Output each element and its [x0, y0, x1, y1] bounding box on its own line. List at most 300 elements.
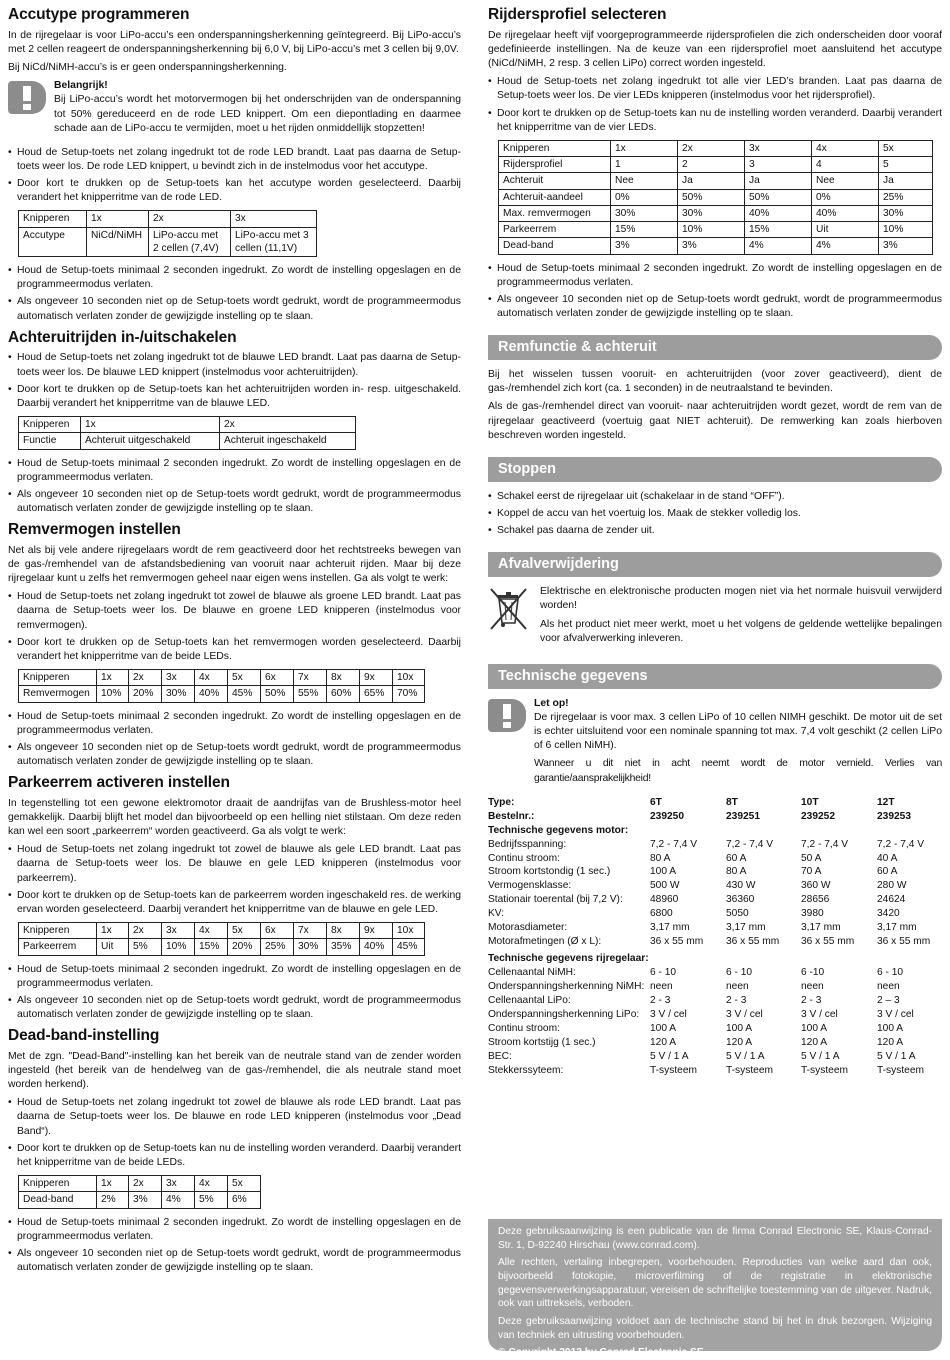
right-column: [488, 6, 942, 1078]
table-cell: 10x: [393, 923, 425, 939]
spec-value: 60 A: [877, 866, 898, 878]
spec-row: [488, 980, 942, 994]
table-cell: 9x: [360, 670, 393, 686]
list-item: • Houd de Setup-toets net zolang ingedrukt tot zowel de blauwe als groene LED brandt. Laat pas daarna de Setup-toets weer los. De blauwe en groene LED knipperen (instelmodus voor remvermogen).: [8, 590, 461, 632]
heading-accutype: Accutype programmeren: [8, 6, 190, 23]
table-cell: 5%: [195, 1192, 228, 1208]
spec-value: 6 - 10: [726, 967, 753, 979]
remvermogen-table: [18, 669, 425, 703]
table-cell: 1x: [97, 923, 129, 939]
spec-value: 2 – 3: [877, 995, 900, 1007]
table-cell: 3%: [678, 238, 745, 254]
spec-value: 120 A: [801, 1037, 828, 1049]
list-item: • Houd de Setup-toets net zolang ingedrukt tot de blauwe LED brandt. Laat pas daarna de Setup-toets weer los. De blauwe LED knippert (instelmodus voor achteruitrijden).: [8, 351, 461, 379]
table-cell: 9x: [360, 923, 393, 939]
table-cell: Uit: [97, 939, 129, 955]
list-item: • Houd de Setup-toets net zolang ingedrukt tot zowel de blauwe als rode LED brandt. Laat pas daarna de Setup-toets weer los. De blauwe en rode LED knipperen (instelmodus voor „Dead Band“).: [8, 1096, 461, 1138]
spec-value: 36 x 55 mm: [801, 936, 855, 948]
section-bar-technische: Technische gegevens: [488, 664, 942, 689]
table-cell: 8x: [327, 923, 360, 939]
table-row: [499, 189, 933, 205]
table-cell: 5x: [228, 670, 261, 686]
spec-value: neen: [650, 981, 673, 993]
table-cell: 6x: [261, 670, 294, 686]
table-row: [19, 433, 356, 449]
table-row: [19, 211, 317, 227]
table-cell: 7x: [294, 670, 327, 686]
table-cell: 1x: [81, 417, 220, 433]
paragraph: Als de gas-/remhendel direct van vooruit- naar achteruitrijden wordt gezet, wordt de rem van de rijregelaar geactiveerd (voertuig gaat NIET achteruit). De remwerking kan zoals hierboven beschreven worden ingesteld.: [488, 401, 942, 441]
table-cell: Nee: [812, 173, 879, 189]
list-item: • Houd de Setup-toets minimaal 2 seconden ingedrukt. Zo wordt de instelling opgeslagen en de programmeermodus verlaten.: [8, 1216, 461, 1244]
table-row: [19, 1176, 261, 1192]
spec-label: BEC:: [488, 1051, 512, 1063]
table-cell: 30%: [879, 205, 933, 221]
spec-value: 239253: [877, 810, 911, 822]
list-item: • Houd de Setup-toets minimaal 2 seconden ingedrukt. Zo wordt de instelling opgeslagen en de programmeermodus verlaten.: [8, 710, 461, 738]
spec-value: 7,2 - 7,4 V: [877, 838, 925, 850]
list-item: • Houd de Setup-toets minimaal 2 seconden ingedrukt. Zo wordt de instelling opgeslagen en de programmeermodus verlaten.: [8, 457, 461, 485]
spec-row: [488, 966, 942, 980]
spec-value: 3 V / cel: [801, 1009, 838, 1021]
spec-value: 100 A: [650, 1023, 677, 1035]
spec-value: 80 A: [726, 866, 747, 878]
deadband-table: [18, 1175, 261, 1209]
specs-regelaar-title: Technische gegevens rijregelaar:: [488, 953, 649, 965]
table-cell: LiPo-accu met 3 cellen (11,1V): [231, 227, 317, 257]
section-bar-stoppen: Stoppen: [488, 457, 942, 482]
spec-row: [488, 935, 942, 949]
left-column: [8, 6, 461, 1280]
table-cell: 4x: [195, 1176, 228, 1192]
table-cell: 10%: [162, 939, 195, 955]
warning-text-2: Wanneer u dit niet in acht neemt wordt de motor vernield. Verlies van garantie/aansprakelijkheid!: [534, 758, 942, 784]
table-cell: 40%: [195, 686, 228, 702]
table-cell: Functie: [19, 433, 81, 449]
table-row: [499, 205, 933, 221]
list-item: • Schakel pas daarna de zender uit.: [488, 524, 942, 538]
table-row: [19, 686, 425, 702]
spec-label: Onderspanningsherkenning NiMH:: [488, 981, 645, 993]
table-cell: Parkeerrem: [19, 939, 97, 955]
list-item: • Als ongeveer 10 seconden niet op de Setup-toets wordt gedrukt, wordt de programmeermodus automatisch verlaten zonder de gewijzigde instelling op te slaan.: [8, 1247, 461, 1275]
table-cell: Knipperen: [19, 670, 97, 686]
table-cell: Ja: [678, 173, 745, 189]
spec-value: 36360: [726, 894, 755, 906]
table-cell: 3x: [162, 1176, 195, 1192]
table-cell: 10%: [678, 222, 745, 238]
specs-motor-title: Technische gegevens motor:: [488, 824, 629, 836]
spec-value: 239251: [726, 810, 760, 822]
table-cell: 30%: [162, 686, 195, 702]
table-cell: 3x: [745, 140, 812, 156]
bullet-list: [8, 1096, 461, 1170]
spec-label: Stekkerssyteem:: [488, 1065, 564, 1077]
list-item: • Houd de Setup-toets minimaal 2 seconden ingedrukt. Zo wordt de instelling opgeslagen en de programmeermodus verlaten.: [8, 963, 461, 991]
footer-box: [488, 1219, 942, 1359]
bullet-list: [8, 264, 461, 324]
footer-state: Deze gebruiksaanwijzing voldoet aan de technische stand bij het in druk bezorgen. Wijziging van techniek en uitrusting voorbehouden.: [498, 1316, 932, 1341]
table-cell: Dead-band: [19, 1192, 97, 1208]
spec-row: [488, 865, 942, 879]
table-row: [19, 227, 317, 257]
table-cell: Rijdersprofiel: [499, 157, 611, 173]
list-item: • Houd de Setup-toets minimaal 2 seconden ingedrukt. Zo wordt de instelling opgeslagen en de programmeermodus verlaten.: [488, 262, 942, 290]
spec-row: [488, 907, 942, 921]
table-cell: 50%: [745, 189, 812, 205]
table-cell: 3x: [162, 923, 195, 939]
paragraph: Elektrische en elektronische producten mogen niet via het normale huisvuil verwijderd worden!: [540, 586, 942, 612]
rijdersprofiel-table: [498, 140, 933, 255]
table-cell: 15%: [611, 222, 678, 238]
spec-value: 239252: [801, 810, 835, 822]
spec-label: Vermogensklasse:: [488, 880, 572, 892]
table-cell: 2%: [97, 1192, 129, 1208]
table-cell: LiPo-accu met 2 cellen (7,4V): [149, 227, 231, 257]
spec-value: 40 A: [877, 852, 898, 864]
table-cell: 2: [678, 157, 745, 173]
spec-value: 50 A: [801, 852, 822, 864]
table-row: [19, 670, 425, 686]
spec-value: 3,17 mm: [650, 922, 690, 934]
table-cell: Achteruit-aandeel: [499, 189, 611, 205]
footer-rights: Alle rechten, vertaling inbegrepen, voorbehouden. Reproducties van welke aard dan ook, bijvoorbeeld fotokopie, microverfilming of de registratie in elektronische gegevensverwerkingsapparatuur, vereisen de schriftelijke toestemming van de uitgever. Nadruk, ook van uittreksels, verboden.: [498, 1257, 932, 1310]
table-cell: 3x: [162, 670, 195, 686]
list-item: • Houd de Setup-toets net zolang ingedrukt tot de rode LED brandt. Laat pas daarna de Setup-toets weer los. De rode LED knippert, u bevindt zich in de instelmodus voor het accutype.: [8, 146, 461, 174]
table-cell: 4x: [812, 140, 879, 156]
warning-text: Bij LiPo-accu’s wordt het motorvermogen bij het onderschrijden van de onderspanning tot 50% gereduceerd en de rode LED knippert. Om een diepontlading en daarmee schade aan de LiPo-accu te vermijden, moet u het rijden onmiddellijk stopzetten!: [54, 94, 461, 134]
bullet-list: [488, 75, 942, 135]
table-cell: Knipperen: [19, 923, 97, 939]
spec-value: T-systeem: [877, 1065, 924, 1077]
spec-value: 100 A: [801, 1023, 828, 1035]
table-row: [19, 417, 356, 433]
table-cell: 10x: [393, 670, 425, 686]
table-cell: Knipperen: [499, 140, 611, 156]
heading-deadband: Dead-band-instelling: [8, 1027, 160, 1045]
table-cell: Knipperen: [19, 1176, 97, 1192]
spec-row: [488, 893, 942, 907]
bullet-list: [8, 351, 461, 411]
table-cell: 45%: [393, 939, 425, 955]
table-cell: 3%: [879, 238, 933, 254]
bullet-list: [8, 710, 461, 770]
table-cell: 70%: [393, 686, 425, 702]
spec-value: 24624: [877, 894, 906, 906]
spec-label: Motorasdiameter:: [488, 922, 568, 934]
table-cell: Nee: [611, 173, 678, 189]
list-item: • Als ongeveer 10 seconden niet op de Setup-toets wordt gedrukt, wordt de programmeermodus automatisch verlaten zonder de gewijzigde instelling op te slaan.: [8, 295, 461, 323]
table-cell: Ja: [879, 173, 933, 189]
table-cell: 15%: [745, 222, 812, 238]
table-cell: 5x: [879, 140, 933, 156]
spec-value: 6T: [650, 796, 662, 808]
table-cell: 6%: [228, 1192, 261, 1208]
disposal-box: [488, 585, 942, 650]
spec-value: 28656: [801, 894, 830, 906]
table-cell: 2x: [678, 140, 745, 156]
table-row: [499, 222, 933, 238]
table-cell: 6x: [261, 923, 294, 939]
table-cell: 60%: [327, 686, 360, 702]
spec-row: [488, 1022, 942, 1036]
table-cell: Ja: [745, 173, 812, 189]
spec-value: T-systeem: [801, 1065, 848, 1077]
spec-value: 120 A: [726, 1037, 753, 1049]
table-row: [499, 238, 933, 254]
spec-value: 60 A: [726, 852, 747, 864]
table-cell: 7x: [294, 923, 327, 939]
table-cell: Parkeerrem: [499, 222, 611, 238]
table-cell: 10%: [879, 222, 933, 238]
table-cell: 5%: [129, 939, 162, 955]
spec-row: [488, 1036, 942, 1050]
warning-text: De rijregelaar is voor max. 3 cellen LiPo of 10 cellen NIMH geschikt. De motor uit de set is echter uitsluitend voor een nominale spanning tot max. 7,4 volt geschikt (2 cellen LiPo of 6 cellen NiMH).: [534, 711, 942, 752]
spec-value: neen: [801, 981, 824, 993]
spec-value: 7,2 - 7,4 V: [650, 838, 698, 850]
table-cell: 2x: [220, 417, 356, 433]
table-cell: 45%: [228, 686, 261, 702]
spec-value: 5 V / 1 A: [650, 1051, 689, 1063]
spec-value: 36 x 55 mm: [877, 936, 931, 948]
spec-value: 3980: [801, 908, 824, 920]
spec-row: [488, 879, 942, 893]
spec-value: neen: [726, 981, 749, 993]
section-bar-afval: Afvalverwijdering: [488, 552, 942, 577]
spec-value: 3 V / cel: [650, 1009, 687, 1021]
paragraph: De rijregelaar heeft vijf voorgeprogrammeerde rijdersprofielen die zich onderscheiden door vooraf gedefinieerde instellingen. Na de keuze van een rijdersprofiel moet aansluitend het accutype (NiCd/NiMH, 2 resp. 3 cellen LiPo) correct worden ingesteld.: [488, 29, 942, 70]
table-cell: 4%: [162, 1192, 195, 1208]
table-cell: Achteruit ingeschakeld: [220, 433, 356, 449]
spec-value: 120 A: [650, 1037, 677, 1049]
table-row: [499, 140, 933, 156]
list-item: • Als ongeveer 10 seconden niet op de Setup-toets wordt gedrukt, wordt de programmeermodus automatisch verlaten zonder de gewijzigde instelling op te slaan.: [488, 293, 942, 321]
table-cell: 2x: [129, 923, 162, 939]
table-cell: 40%: [745, 205, 812, 221]
list-item: • Schakel eerst de rijregelaar uit (schakelaar in de stand “OFF”).: [488, 490, 942, 504]
table-cell: 40%: [360, 939, 393, 955]
table-cell: Remvermogen: [19, 686, 97, 702]
bullet-list: [488, 262, 942, 322]
list-item: • Koppel de accu van het voertuig los. Maak de stekker volledig los.: [488, 507, 942, 521]
spec-row: [488, 994, 942, 1008]
table-row: [19, 1192, 261, 1208]
heading-rijdersprofiel: Rijdersprofiel selecteren: [488, 6, 667, 23]
spec-value: 5050: [726, 908, 749, 920]
spec-row: [488, 1064, 942, 1078]
table-cell: 4: [812, 157, 879, 173]
footer-copyright: © Copyright 2012 by Conrad Electronic SE.: [498, 1347, 707, 1359]
table-cell: 4x: [195, 670, 228, 686]
bullet-list: [8, 457, 461, 517]
spec-row: [488, 810, 942, 824]
spec-label: Onderspanningsherkenning LiPo:: [488, 1009, 640, 1021]
spec-label: Stroom kortstondig (1 sec.): [488, 866, 611, 878]
spec-label: Stroom kortstijg (1 sec.): [488, 1037, 596, 1049]
spec-value: T-systeem: [726, 1065, 773, 1077]
table-cell: 40%: [812, 205, 879, 221]
table-cell: 50%: [678, 189, 745, 205]
spec-value: 430 W: [726, 880, 756, 892]
warning-title: Let op!: [534, 697, 569, 709]
exclamation-icon: [488, 699, 526, 732]
list-item: • Als ongeveer 10 seconden niet op de Setup-toets wordt gedrukt, wordt de programmeermodus automatisch verlaten zonder de gewijzigde instelling op te slaan.: [8, 488, 461, 516]
bullet-list: [8, 963, 461, 1023]
spec-row: [488, 796, 942, 810]
spec-value: 280 W: [877, 880, 907, 892]
spec-label: Continu stroom:: [488, 852, 560, 864]
table-cell: 30%: [678, 205, 745, 221]
spec-label: Cellenaantal LiPo:: [488, 995, 571, 1007]
paragraph: Met de zgn. "Dead-Band"-instelling kan het bereik van de neutrale stand van de zender worden ingesteld (het bereik van de hendelweg van de gas-/remhendel, die als neutrale stand moet worden herkend).: [8, 1050, 461, 1091]
table-cell: 4%: [812, 238, 879, 254]
table-row: [499, 173, 933, 189]
table-cell: 25%: [261, 939, 294, 955]
list-item: • Houd de Setup-toets net zolang ingedrukt tot zowel de blauwe als gele LED brandt. Laat pas daarna de Setup-toets weer los. De blauwe en gele LED knipperen (instelmodus voor parkeerrem).: [8, 843, 461, 885]
paragraph: In tegenstelling tot een gewone elektromotor draait de aandrijfas van de Brushless-motor heel gemakkelijk. Daarbij blijft het model dan bijvoorbeeld op een helling niet stilstaan. Om deze reden kan wel een soort „parkeerrem“ worden geactiveerd. Ga als volgt te werk:: [8, 797, 461, 838]
table-cell: NiCd/NiMH: [87, 227, 149, 257]
spec-label: KV:: [488, 908, 505, 920]
warning-box: [8, 79, 461, 140]
list-item: • Als ongeveer 10 seconden niet op de Setup-toets wordt gedrukt, wordt de programmeermodus automatisch verlaten zonder de gewijzigde instelling op te slaan.: [8, 994, 461, 1022]
table-cell: 25%: [879, 189, 933, 205]
spec-value: 2 - 3: [650, 995, 671, 1007]
list-item: • Door kort te drukken op de Setup-toets kan het remvermogen worden geselecteerd. Daarbij verandert het knipperritme van de beide LEDs.: [8, 636, 461, 664]
table-cell: 10%: [97, 686, 129, 702]
spec-row: [488, 852, 942, 866]
spec-value: 3 V / cel: [877, 1009, 914, 1021]
spec-value: 3,17 mm: [801, 922, 841, 934]
table-cell: 4x: [195, 923, 228, 939]
list-item: • Door kort te drukken op de Setup-toets kan nu de instelling worden veranderd. Daarbij verandert het knipperritme van de beide LEDs.: [8, 1142, 461, 1170]
paragraph: Als het product niet meer werkt, moet u het volgens de geldende wettelijke bepalingen voor afvalverwerking inleveren.: [540, 618, 942, 644]
table-cell: 65%: [360, 686, 393, 702]
spec-value: 120 A: [877, 1037, 904, 1049]
crossed-bin-icon: [488, 585, 530, 633]
paragraph: Bij NiCd/NiMH-accu’s is er geen onderspanningsherkenning.: [8, 62, 287, 74]
spec-value: 3 V / cel: [726, 1009, 763, 1021]
spec-value: 12T: [877, 796, 895, 808]
table-cell: 15%: [195, 939, 228, 955]
spec-label: Bedrijfsspanning:: [488, 838, 567, 850]
spec-value: T-systeem: [650, 1065, 697, 1077]
table-cell: 0%: [611, 189, 678, 205]
table-cell: Max. remvermogen: [499, 205, 611, 221]
table-cell: 3%: [129, 1192, 162, 1208]
footer-publisher: Deze gebruiksaanwijzing is een publicatie van de firma Conrad Electronic SE, Klaus-Conrad-Str. 1, D-92240 Hirschau (www.conrad.com).: [498, 1226, 932, 1251]
table-row: [19, 923, 425, 939]
spec-value: 3420: [877, 908, 900, 920]
table-cell: 3%: [611, 238, 678, 254]
table-cell: Dead-band: [499, 238, 611, 254]
table-row: [499, 157, 933, 173]
tech-warning-box: [488, 697, 942, 790]
spec-value: 239250: [650, 810, 684, 822]
spec-value: 6 - 10: [650, 967, 677, 979]
spec-value: 360 W: [801, 880, 831, 892]
spec-row: [488, 1008, 942, 1022]
table-cell: Uit: [812, 222, 879, 238]
table-cell: 1x: [97, 1176, 129, 1192]
bullet-list: [8, 590, 461, 664]
bullet-list: [8, 1216, 461, 1276]
parkeerrem-table: [18, 922, 425, 956]
paragraph: Bij het wisselen tussen vooruit- en achteruitrijden (voor zover geactiveerd), dient de gas-/remhendel zich kort (ca. 1 seconden) in de neutraalstand te bevinden.: [488, 369, 942, 395]
bullet-list: [8, 843, 461, 917]
list-item: • Door kort te drukken op de Setup-toets kan het accutype worden geselecteerd. Daarbij verandert het knipperritme van de rode LED.: [8, 177, 461, 205]
spec-value: 5 V / 1 A: [726, 1051, 765, 1063]
table-cell: 2x: [129, 1176, 162, 1192]
spec-label: Stationair toerental (bij 7,2 V):: [488, 894, 623, 906]
stop-list: [488, 490, 942, 538]
spec-label: Cellenaantal NiMH:: [488, 967, 576, 979]
spec-value: neen: [877, 981, 900, 993]
accutype-table: [18, 210, 317, 257]
list-item: • Houd de Setup-toets minimaal 2 seconden ingedrukt. Zo wordt de instelling opgeslagen en de programmeermodus verlaten.: [8, 264, 461, 292]
spec-value: 100 A: [726, 1023, 753, 1035]
spec-value: 3,17 mm: [726, 922, 766, 934]
table-cell: 5x: [228, 923, 261, 939]
spec-value: 2 - 3: [801, 995, 822, 1007]
table-cell: Achteruit uitgeschakeld: [81, 433, 220, 449]
table-cell: Accutype: [19, 227, 87, 257]
spec-value: 2 - 3: [726, 995, 747, 1007]
spec-label: Type:: [488, 796, 515, 808]
achteruit-table: [18, 416, 356, 450]
list-item: • Door kort te drukken op de Setup-toets kan de parkeerrem worden ingeschakeld res. de werking ervan worden geselecteerd. Daarbij verandert het knipperritme van de blauwe en gele LED.: [8, 889, 461, 917]
list-item: • Door kort te drukken op de Setup-toets kan nu de instelling worden veranderd. Daarbij verandert het knipperritme van de vier LEDs.: [488, 107, 942, 135]
spec-label: Motorafmetingen (Ø x L):: [488, 936, 602, 948]
list-item: • Door kort te drukken op de Setup-toets kan het achteruitrijden worden in- resp. uitgeschakeld. Daarbij verandert het knipperritme van de blauwe LED.: [8, 383, 461, 411]
spec-value: 100 A: [877, 1023, 904, 1035]
table-cell: 3x: [231, 211, 317, 227]
table-cell: 2x: [149, 211, 231, 227]
table-cell: Knipperen: [19, 417, 81, 433]
spec-value: 500 W: [650, 880, 680, 892]
table-cell: 55%: [294, 686, 327, 702]
bullet-list: [8, 146, 461, 206]
spec-row: [488, 1050, 942, 1064]
table-cell: 3: [745, 157, 812, 173]
heading-remvermogen: Remvermogen instellen: [8, 521, 181, 539]
table-cell: 30%: [294, 939, 327, 955]
spec-value: 6 - 10: [877, 967, 904, 979]
list-item: • Houd de Setup-toets net zolang ingedrukt tot alle vier LED’s branden. Laat pas daarna de Setup-toets weer los. De vier LEDs knipperen (instelmodus voor het rijdersprofiel).: [488, 75, 942, 103]
exclamation-icon: [8, 81, 46, 114]
heading-parkeerrem: Parkeerrem activeren instellen: [8, 774, 230, 792]
spec-value: 80 A: [650, 852, 671, 864]
spec-value: 10T: [801, 796, 819, 808]
table-cell: 5x: [228, 1176, 261, 1192]
table-cell: 1x: [87, 211, 149, 227]
table-cell: 1x: [97, 670, 129, 686]
spec-value: 36 x 55 mm: [726, 936, 780, 948]
table-cell: Knipperen: [19, 211, 87, 227]
table-cell: 50%: [261, 686, 294, 702]
spec-value: 8T: [726, 796, 738, 808]
specs-table: [488, 796, 942, 1078]
table-cell: 1x: [611, 140, 678, 156]
spec-value: 7,2 - 7,4 V: [801, 838, 849, 850]
paragraph: Net als bij vele andere rijregelaars wordt de rem geactiveerd door het rechtstreeks bewegen van de gas-/remhendel van de afstandsbediening van vooruit naar achteruit rijden. Maar bij deze rijregelaar kunt u zelfs het remvermogen geheel naar eigen wens instellen. Ga als volgt te werk:: [8, 544, 461, 585]
spec-label: Continu stroom:: [488, 1023, 560, 1035]
table-cell: 1: [611, 157, 678, 173]
table-cell: 20%: [228, 939, 261, 955]
table-cell: 30%: [611, 205, 678, 221]
table-cell: 0%: [812, 189, 879, 205]
spec-value: 7,2 - 7,4 V: [726, 838, 774, 850]
spec-value: 5 V / 1 A: [801, 1051, 840, 1063]
